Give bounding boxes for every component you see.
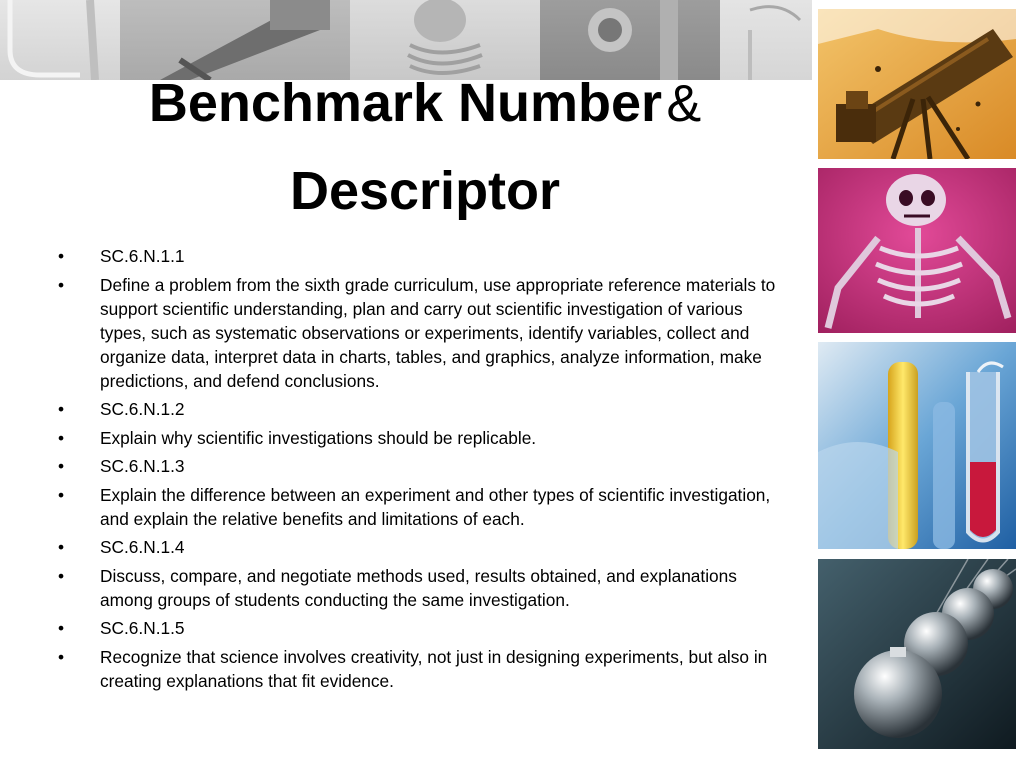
bullet-marker: •	[58, 565, 65, 586]
benchmark-description: Explain why scientific investigations should be replicable.	[100, 427, 537, 448]
test-tubes-photo	[818, 342, 1016, 549]
title-descriptor: Descriptor	[289, 161, 561, 221]
bullet-marker: •	[58, 646, 65, 667]
title-benchmark-number: Benchmark Number	[148, 73, 663, 133]
benchmark-description: Define a problem from the sixth grade curriculum, use appropriate reference materials to support scientific understanding, plan and carry out scientific investigation of various types, such as systematic observations or experiments, identify variables, collect and organize data, interpret data in charts, tables, and graphics, analyze information, make predictions, and defend conclusions.	[100, 274, 776, 391]
benchmark-description: Discuss, compare, and negotiate methods used, results obtained, and explanations among groups of students conducting the same investigation.	[100, 565, 737, 610]
bullet-marker: •	[58, 618, 65, 638]
bullet-marker: •	[58, 246, 65, 266]
list-item	[58, 483, 788, 531]
telescope-photo	[818, 9, 1016, 159]
newtons-cradle-photo	[818, 559, 1016, 749]
benchmark-list	[58, 244, 788, 697]
benchmark-description: Recognize that science involves creativity, not just in designing experiments, but also in creating explanations that fit evidence.	[100, 646, 768, 691]
benchmark-code: SC.6.N.1.5	[100, 618, 185, 638]
list-item	[58, 244, 788, 268]
list-item	[58, 397, 788, 421]
slide-title	[40, 66, 810, 242]
benchmark-description: Explain the difference between an experiment and other types of scientific investigation, and explain the relative benefits and limitations of each.	[100, 484, 771, 529]
list-item	[58, 535, 788, 559]
bullet-marker: •	[58, 537, 65, 557]
benchmark-code: SC.6.N.1.2	[100, 399, 185, 419]
list-item	[58, 426, 788, 450]
bullet-marker: •	[58, 456, 65, 476]
benchmark-code: SC.6.N.1.1	[100, 246, 185, 266]
bullet-marker: •	[58, 399, 65, 419]
benchmark-code: SC.6.N.1.4	[100, 537, 185, 557]
list-item	[58, 564, 788, 612]
list-item	[58, 645, 788, 693]
bullet-marker: •	[58, 274, 65, 295]
list-item	[58, 454, 788, 478]
bullet-marker: •	[58, 484, 65, 505]
title-ampersand: &	[666, 75, 702, 133]
list-item	[58, 616, 788, 640]
skeleton-photo	[818, 168, 1016, 333]
list-item	[58, 273, 788, 393]
bullet-marker: •	[58, 427, 65, 448]
photo-column	[818, 9, 1016, 749]
benchmark-code: SC.6.N.1.3	[100, 456, 185, 476]
